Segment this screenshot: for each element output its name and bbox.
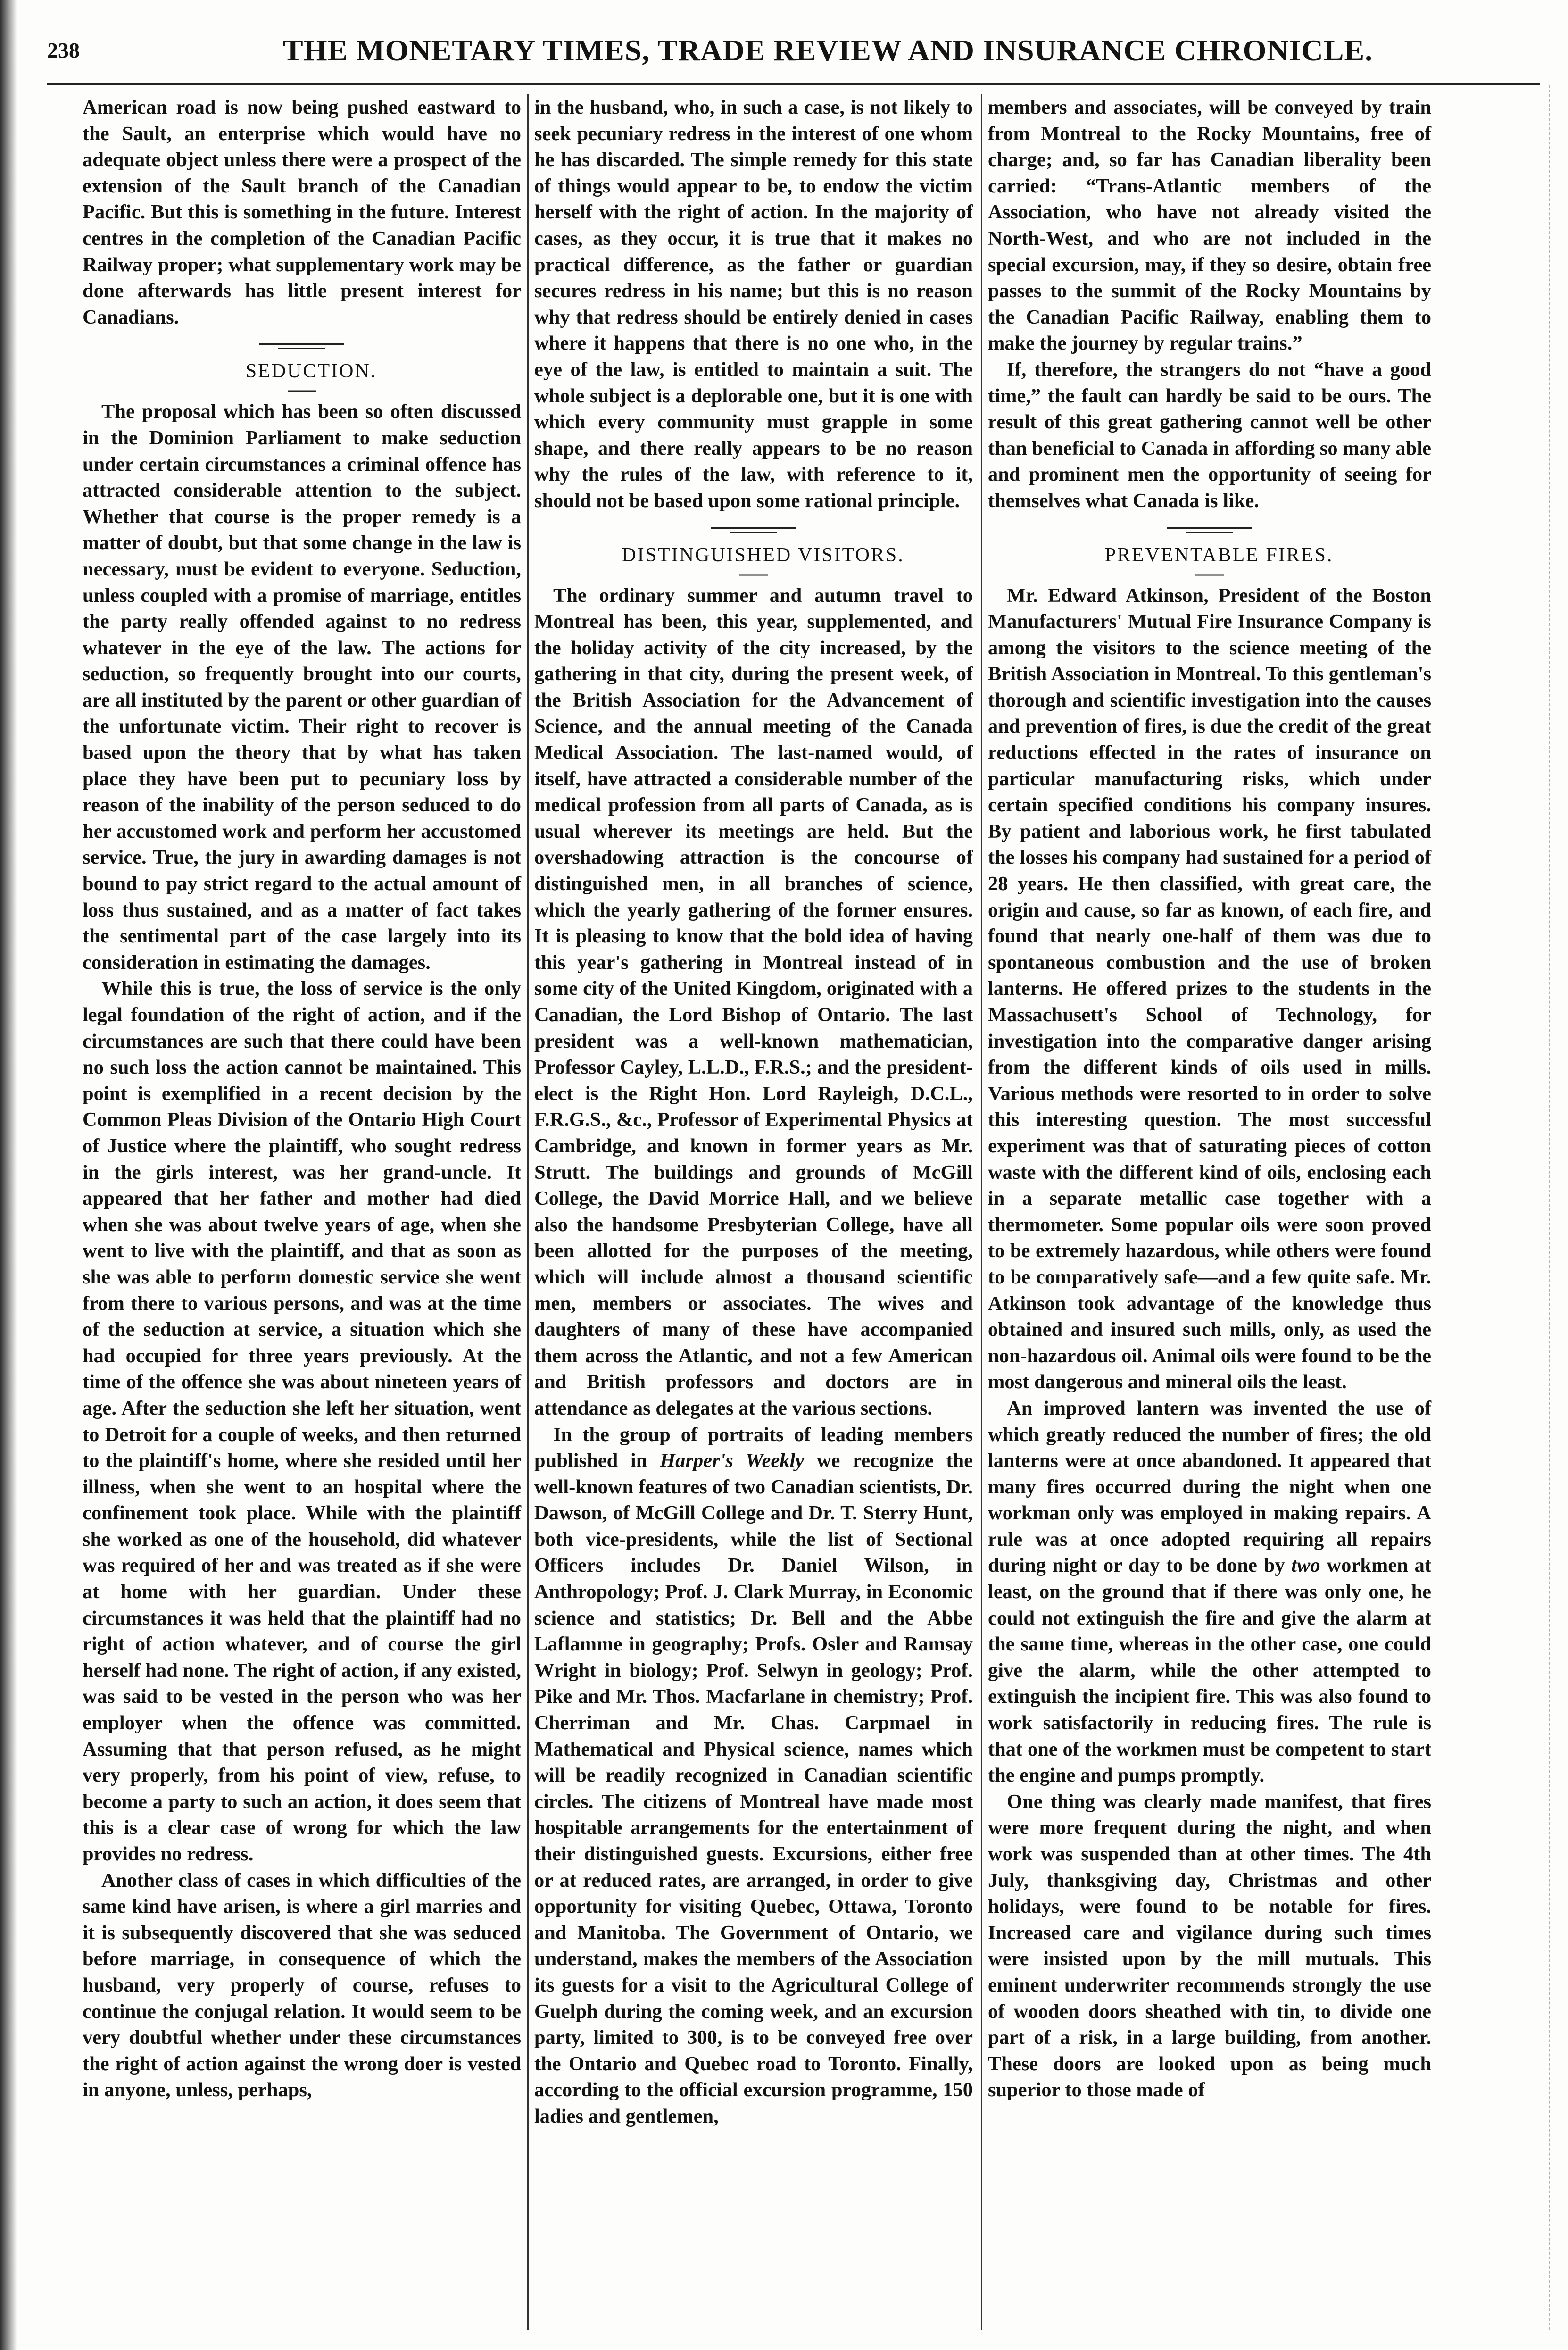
column-1 <box>83 94 521 2103</box>
binding-shadow <box>0 0 17 2350</box>
section-divider <box>226 330 377 358</box>
column-3 <box>988 94 1431 2103</box>
column-divider <box>981 94 982 2330</box>
article-paragraph: The ordinary summer and autumn travel to Montreal has been, this year, supplemented, and the holiday activity of the city increased, by the gathering in that city, during the present week, of the British Association for the Advancement of Science, and the annual meeting of the Canada Medical Association. The last-named would, of itself, have attracted a considerable number of the medical profession from all parts of Canada, as is usual wherever its meetings are held. But the overshadowing attraction is the concourse of distinguished men, in all branches of science, which the yearly gathering of the former ensures. It is pleasing to know that the bold idea of having this year's gathering in Montreal instead of in some city of the United Kingdom, originated with a Canadian, the Lord Bishop of Ontario. The last president was a well-known mathematician, Professor Cayley, L.L.D., F.R.S.; and the president-elect is the Right Hon. Lord Rayleigh, D.C.L., F.R.G.S., &c., Professor of Experimental Physics at Cambridge, and known in former years as Mr. Strutt. The buildings and grounds of McGill College, the David Morrice Hall, and we believe also the handsome Presbyterian College, have all been allotted for the purposes of the meeting, which will include almost a thousand scientific men, members or associates. The wives and daughters of many of these have accompanied them across the Atlantic, and not a few American and British professors and doctors are in attendance as delegates at the various sections. <box>534 584 973 1419</box>
text-run: workmen at least, on the ground that if there was only one, he could not extinguish the fire and give the alarm at the same time, whereas in the other case, one could give the alarm, while the other attempted to extinguish the incipient fire. This was also found to work satisfactorily in reducing fires. The rule is that one of the workmen must be competent to start the engine and pumps promptly. <box>988 1554 1431 1787</box>
text-run: In the group of portraits of leading members published in <box>534 1423 973 1472</box>
running-head: THE MONETARY TIMES, TRADE REVIEW AND INSURANCE CHRONICLE. <box>283 33 1373 67</box>
column-divider <box>527 94 529 2330</box>
text-run: An improved lantern was invented the use of which greatly reduced the number of fires; the old lanterns were at once abandoned. It appeared that many fires occurred during the night when one workman only was employed in making repairs. A rule was at once adopted requiring all repairs during night or day to be done by <box>988 1397 1431 1577</box>
article-paragraph <box>988 1395 1431 1789</box>
heading-rule <box>706 568 801 583</box>
article-paragraph <box>534 1422 973 2130</box>
emphasized-word: two <box>1291 1554 1320 1577</box>
article-heading-fires: PREVENTABLE FIRES. <box>1104 544 1334 566</box>
article-paragraph: Mr. Edward Atkinson, President of the Boston Manufacturers' Mutual Fire Insurance Company is among the visitors to the science meeting of the British Association in Montreal. To this gentleman's thorough and scientific investigation into the causes and prevention of fires, is due the credit of the great reductions effected in the rates of insurance on particular manufacturing risks, which under certain specified conditions his company insures. By patient and laborious work, he first tabulated the losses his company had sustained for a period of 28 years. He then classified, with great care, the origin and cause, so far as known, of each fire, and found that nearly one-half of them was due to spontaneous combustion and the use of broken lanterns. He offered prizes to the students in the Massachusett's School of Technology, for investigation into the comparative danger arising from the different kinds of oils used in mills. Various methods were resorted to in order to solve this interesting question. The most successful experiment was that of saturating pieces of cotton waste with the different kind of oils, enclosing each in a separate metallic case together with a thermometer. Some popular oils were soon proved to be extremely hazardous, while others were found to be comparatively safe—and a few quite safe. Mr. Atkinson took advantage of the knowledge thus obtained and insured such mills, only, as used the non-hazardous oil. Animal oils were found to be the most dangerous and mineral oils the least. <box>988 584 1431 1393</box>
article-paragraph: If, therefore, the strangers do not “have a good time,” the fault can hardly be said to be ours. The result of this great gathering cannot well be other than beneficial to Canada in affording so many able and prominent men the opportunity of seeing for themselves what Canada is like. <box>988 358 1431 512</box>
article-heading-seduction: SEDUCTION. <box>245 360 377 383</box>
heading-rule <box>255 384 349 399</box>
column-2 <box>534 94 973 2130</box>
page-edge <box>1549 85 1560 2330</box>
article-continuation: members and associates, will be conveyed by train from Montreal to the Rocky Mountains, free of charge; and, so far has Canadian liberality been carried: “Trans-Atlantic members of the Association, who have not already visited the North-West, and who are not included in the special excursion, may, if they so desire, obtain free passes to the summit of the Rocky Mountains by the Canadian Pacific Railway, enabling them to make the journey by regular trains.” <box>988 96 1431 355</box>
article-heading-visitors: DISTINGUISHED VISITORS. <box>622 544 904 566</box>
page-header <box>47 28 1540 80</box>
text-run: we recognize the well-known features of two Canadian scientists, Dr. Dawson, of McGill College and Dr. T. Sterry Hunt, both vice-presidents, while the list of Sectional Officers includes Dr. Daniel Wilson, in Anthropology; Prof. J. Clark Murray, in Economic science and statistics; Dr. Bell and the Abbe Laflamme in geography; Profs. Osler and Ramsay Wright in biology; Prof. Selwyn in geology; Prof. Pike and Mr. Thos. Macfarlane in chemistry; Prof. Cherriman and Mr. Chas. Carpmael in Mathematical and Physical science, names which will be readily recognized in Canadian scientific circles. The citizens of Montreal have made most hospitable arrangements for the entertainment of their distinguished guests. Excursions, either free or at reduced rates, are arranged, in order to give opportunity for visiting Quebec, Ottawa, Toronto and Manitoba. The Government of Ontario, we understand, makes the members of the Association its guests for a visit to the Agricultural College of Guelph during the coming week, and an excursion party, limited to 300, is to be conveyed free over the Ontario and Quebec road to Toronto. Finally, according to the official excursion programme, 150 ladies and gentlemen, <box>534 1450 973 2127</box>
page-number: 238 <box>47 38 80 62</box>
article-continuation: American road is now being pushed eastward to the Sault, an enterprise which would have no adequate object unless there were a prospect of the extension of the Sault branch of the Canadian Pacific. But this is something in the future. Interest centres in the completion of the Canadian Pacific Railway proper; what supplementary work may be done afterwards has little present interest for Canadians. <box>83 96 521 328</box>
publication-title: Harper's Weekly <box>660 1450 805 1472</box>
article-paragraph: While this is true, the loss of service is the only legal foundation of the right of action, and if the circumstances are such that there could have been no such loss the action cannot be maintained. This point is exemplified in a recent decision by the Common Pleas Division of the Ontario High Court of Justice where the plaintiff, who sought redress in the girls interest, was her grand-uncle. It appeared that her father and mother had died when she was about twelve years of age, when she went to live with the plaintiff, and that as soon as she was able to perform domestic service she went from there to various persons, and was at the time of the seduction at service, a situation which she had occupied for three years previously. At the time of the offence she was about nineteen years of age. After the seduction she left her situation, went to Detroit for a couple of weeks, and then returned to the plaintiff's home, where she resided until her illness, when she went to an hospital where the confinement took place. While with the plaintiff she worked as one of the household, did whatever was required of her and was treated as if she were at home with her guardian. Under these circumstances it was held that the plaintiff had no right of action whatever, and of course the girl herself had none. The right of action, if any existed, was said to be vested in the person who was her employer when the offence was committed. Assuming that that person refused, as he might very properly, from his point of view, refuse, to become a party to such an action, it does seem that this is a clear case of wrong for which the law provides no redress. <box>83 977 521 1865</box>
header-rule <box>47 83 1540 85</box>
article-paragraph: One thing was clearly made manifest, that fires were more frequent during the night, and when work was suspended than at other times. The 4th July, thanksgiving day, Christmas and other holidays, were found to be notable for fires. Increased care and vigilance during such times were insisted upon by the mill mutuals. This eminent underwriter recommends strongly the use of wooden doors sheathed with tin, to divide one part of a risk, in a large building, from another. These doors are looked upon as being much superior to those made of <box>988 1790 1431 2101</box>
article-continuation: in the husband, who, in such a case, is not likely to seek pecuniary redress in the interest of one whom he has discarded. The simple remedy for this state of things would appear to be, to endow the victim herself with the right of action. In the majority of cases, as they occur, it is true that it makes no practical difference, as the father or guardian secures redress in his name; but this is no reason why that redress should be entirely denied in cases where it happens that there is no one who, in the eye of the law, is entitled to maintain a suit. The whole subject is a deplorable one, but it is one with which every community must grapple in some shape, and there really appears to be no reason why the rules of the law, with reference to it, should not be based upon some rational principle. <box>534 96 973 512</box>
section-divider <box>678 514 829 542</box>
section-divider <box>1134 514 1285 542</box>
article-paragraph: The proposal which has been so often discussed in the Dominion Parliament to make seduction under certain circumstances a criminal offence has attracted considerable attention to the subject. Whether that course is the proper remedy is a matter of doubt, but that some change in the law is necessary, must be evident to everyone. Seduction, unless coupled with a promise of marriage, entitles the party really offended against to no redress whatever in the eye of the law. The actions for seduction, so frequently brought into our courts, are all instituted by the parent or other guardian of the unfortunate victim. Their right to recover is based upon the theory that by what has taken place they have been put to pecuniary loss by reason of the inability of the person seduced to do her accustomed work and perform her accustomed service. True, the jury in awarding damages is not bound to pay strict regard to the actual amount of loss thus sustained, and as a matter of fact takes the sentimental part of the case largely into its consideration in estimating the damages. <box>83 400 521 974</box>
article-paragraph: Another class of cases in which difficulties of the same kind have arisen, is where a girl marries and it is subsequently discovered that she was seduced before marriage, in consequence of which the husband, very properly of course, refuses to continue the conjugal relation. It would seem to be very doubtful whether under these circumstances the right of action against the wrong doer is vested in anyone, unless, perhaps, <box>83 1869 521 2101</box>
heading-rule <box>1162 568 1257 583</box>
